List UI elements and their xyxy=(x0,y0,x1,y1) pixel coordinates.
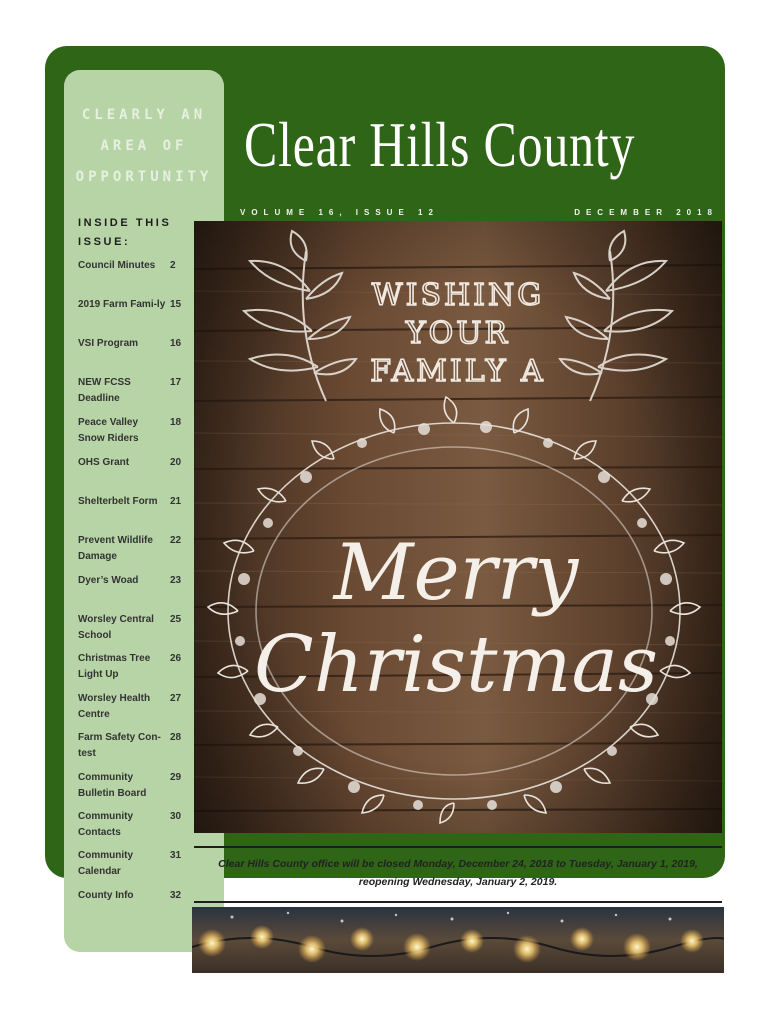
toc-label: Farm Safety Con-test xyxy=(78,732,161,759)
christmas-lights-image xyxy=(192,907,724,973)
toc-label: Worsley Health Centre xyxy=(78,693,151,720)
toc-item[interactable] xyxy=(78,494,188,510)
toc-item[interactable] xyxy=(78,691,188,723)
toc-label: Christmas Tree Light Up xyxy=(78,653,151,680)
toc-label: Community Calendar xyxy=(78,850,133,877)
volume-issue: VOLUME 16, ISSUE 12 xyxy=(240,208,439,217)
toc-item[interactable] xyxy=(78,336,188,352)
toc-page: 29 xyxy=(170,772,182,783)
toc-item[interactable] xyxy=(78,612,188,644)
newsletter-title: Clear Hills County xyxy=(244,109,636,180)
toc-item[interactable] xyxy=(78,730,188,762)
toc-label: Prevent Wildlife Damage xyxy=(78,535,153,562)
toc-page: 20 xyxy=(170,457,182,468)
toc-page: 15 xyxy=(170,299,182,310)
toc-label: County Info xyxy=(78,890,134,901)
greeting-line: FAMILY A xyxy=(370,354,546,389)
inside-this-issue-heading: INSIDE THIS ISSUE: xyxy=(78,217,172,248)
christmas-greeting-image xyxy=(194,221,722,833)
divider xyxy=(194,846,722,848)
toc-item[interactable] xyxy=(78,888,188,904)
toc-page: 16 xyxy=(170,338,182,349)
toc-label: NEW FCSS Deadline xyxy=(78,377,131,404)
toc-item[interactable] xyxy=(78,533,188,565)
greeting-line: WISHING xyxy=(371,278,545,313)
tagline-line: OPPORTUNITY xyxy=(75,169,213,185)
toc-label: Worsley Central School xyxy=(78,614,154,641)
toc-item[interactable] xyxy=(78,415,188,447)
toc-item[interactable] xyxy=(78,258,188,274)
toc-page: 31 xyxy=(170,850,182,861)
toc-item[interactable] xyxy=(78,573,188,589)
toc-item[interactable] xyxy=(78,848,188,880)
divider xyxy=(194,901,722,903)
toc-item[interactable] xyxy=(78,809,188,841)
toc-item[interactable] xyxy=(78,455,188,471)
office-closure-notice: Clear Hills County office will be closed Monday, December 24, 2018 to Tuesday, January 1, 2019, reopening Wednesday, January 2, 2019. xyxy=(218,858,698,888)
toc-page: 25 xyxy=(170,614,182,625)
toc-label: OHS Grant xyxy=(78,457,130,468)
greeting-script: Merry xyxy=(333,528,579,618)
greeting-script: Christmas xyxy=(253,620,659,710)
tagline xyxy=(64,100,224,193)
toc-page: 2 xyxy=(170,260,176,271)
toc-label: Peace Valley Snow Riders xyxy=(78,417,139,444)
toc-label: Community Contacts xyxy=(78,811,133,838)
toc-page: 21 xyxy=(170,496,182,507)
greeting-line: YOUR xyxy=(405,316,511,351)
toc-page: 17 xyxy=(170,377,182,388)
toc-page: 28 xyxy=(170,732,182,743)
toc-item[interactable] xyxy=(78,297,188,313)
toc-page: 22 xyxy=(170,535,182,546)
toc-page: 26 xyxy=(170,653,182,664)
toc-label: 2019 Farm Fami-ly xyxy=(78,299,166,310)
toc-item[interactable] xyxy=(78,651,188,683)
toc-page: 32 xyxy=(170,890,182,901)
toc-page: 27 xyxy=(170,693,182,704)
toc-label: Dyer’s Woad xyxy=(78,575,139,586)
toc-label: Shelterbelt Form xyxy=(78,496,158,507)
toc-page: 30 xyxy=(170,811,182,822)
issue-date: DECEMBER 2018 xyxy=(574,208,718,217)
tagline-line: AREA OF xyxy=(100,138,188,154)
tagline-line: CLEARLY AN xyxy=(81,107,207,123)
toc-label: Community Bulletin Board xyxy=(78,772,147,799)
toc-label: Council Minutes xyxy=(78,260,156,271)
toc-page: 23 xyxy=(170,575,182,586)
toc-item[interactable] xyxy=(78,770,188,802)
toc-label: VSI Program xyxy=(78,338,139,349)
toc-page: 18 xyxy=(170,417,182,428)
toc-item[interactable] xyxy=(78,375,188,407)
